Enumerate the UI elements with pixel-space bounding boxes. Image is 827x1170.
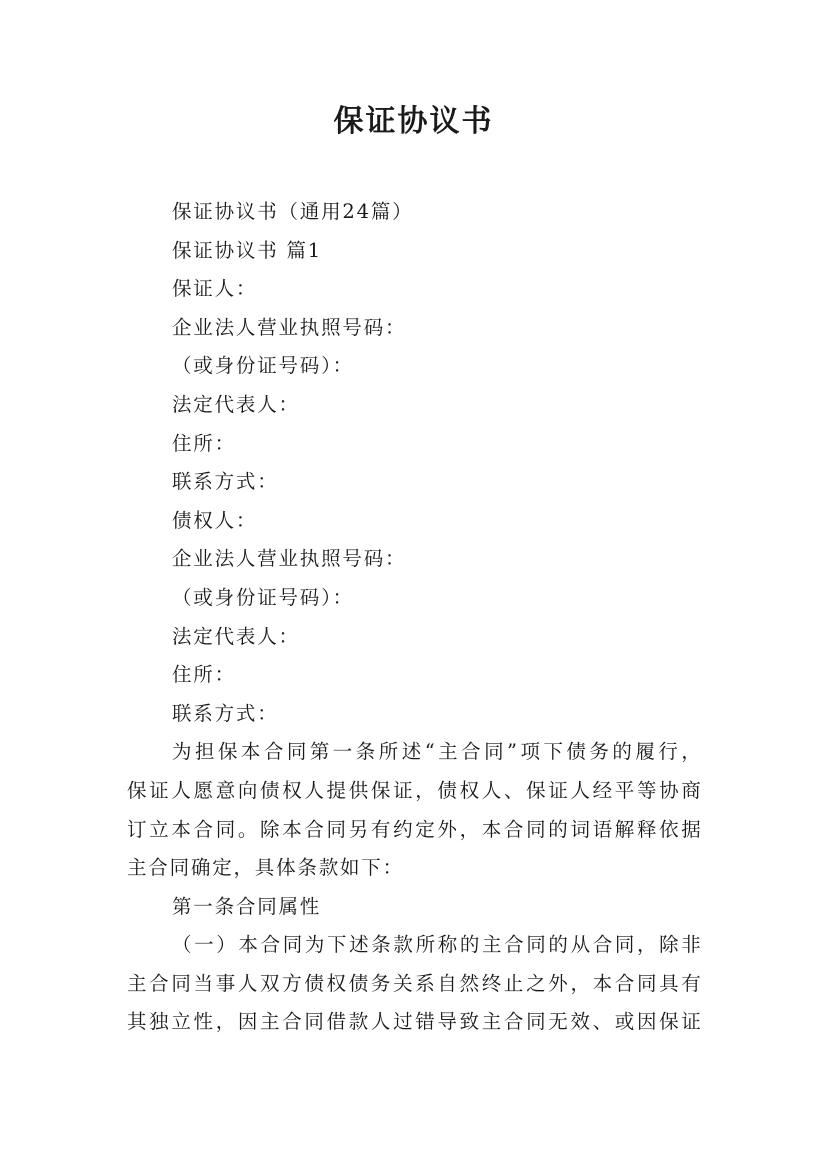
paragraph-line: 主合同当事人双方债权债务关系自然终止之外，本合同具有 xyxy=(127,971,702,995)
paragraph-line: 主合同确定，具体条款如下： xyxy=(127,856,404,880)
paragraph-line: 为担保本合同第一条所述“主合同”项下债务的履行， xyxy=(172,740,702,764)
creditor-label: 债权人： xyxy=(172,508,258,532)
paragraph-line: 其独立性，因主合同借款人过错导致主合同无效、或因保证 xyxy=(127,1010,702,1034)
guarantor-contact-label: 联系方式： xyxy=(172,470,279,494)
paragraph-section1 xyxy=(127,926,702,1042)
paragraph-line: 保证人愿意向债权人提供保证，债权人、保证人经平等协商 xyxy=(127,778,702,802)
section-heading: 第一条合同属性 xyxy=(172,894,322,918)
guarantor-label: 保证人： xyxy=(172,277,258,301)
paragraph-preamble xyxy=(127,733,702,887)
paragraph-line: 订立本合同。除本合同另有约定外，本合同的词语解释依据 xyxy=(127,817,702,841)
document-body xyxy=(127,193,702,1042)
creditor-address-label: 住所： xyxy=(172,663,236,687)
paragraph-line: （一）本合同为下述条款所称的主合同的从合同，除非 xyxy=(172,933,702,957)
creditor-representative-label: 法定代表人： xyxy=(172,624,300,648)
guarantor-id-label: （或身份证号码）： xyxy=(172,354,354,378)
creditor-id-label: （或身份证号码）： xyxy=(172,585,354,609)
subtitle-line: 保证协议书（通用24篇） xyxy=(172,200,414,223)
guarantor-license-label: 企业法人营业执照号码： xyxy=(172,315,407,339)
article-heading: 保证协议书 篇1 xyxy=(172,238,323,262)
creditor-license-label: 企业法人营业执照号码： xyxy=(172,547,407,571)
document-title: 保证协议书 xyxy=(333,104,494,139)
creditor-contact-label: 联系方式： xyxy=(172,701,279,725)
guarantor-address-label: 住所： xyxy=(172,431,236,455)
guarantor-representative-label: 法定代表人： xyxy=(172,392,300,416)
